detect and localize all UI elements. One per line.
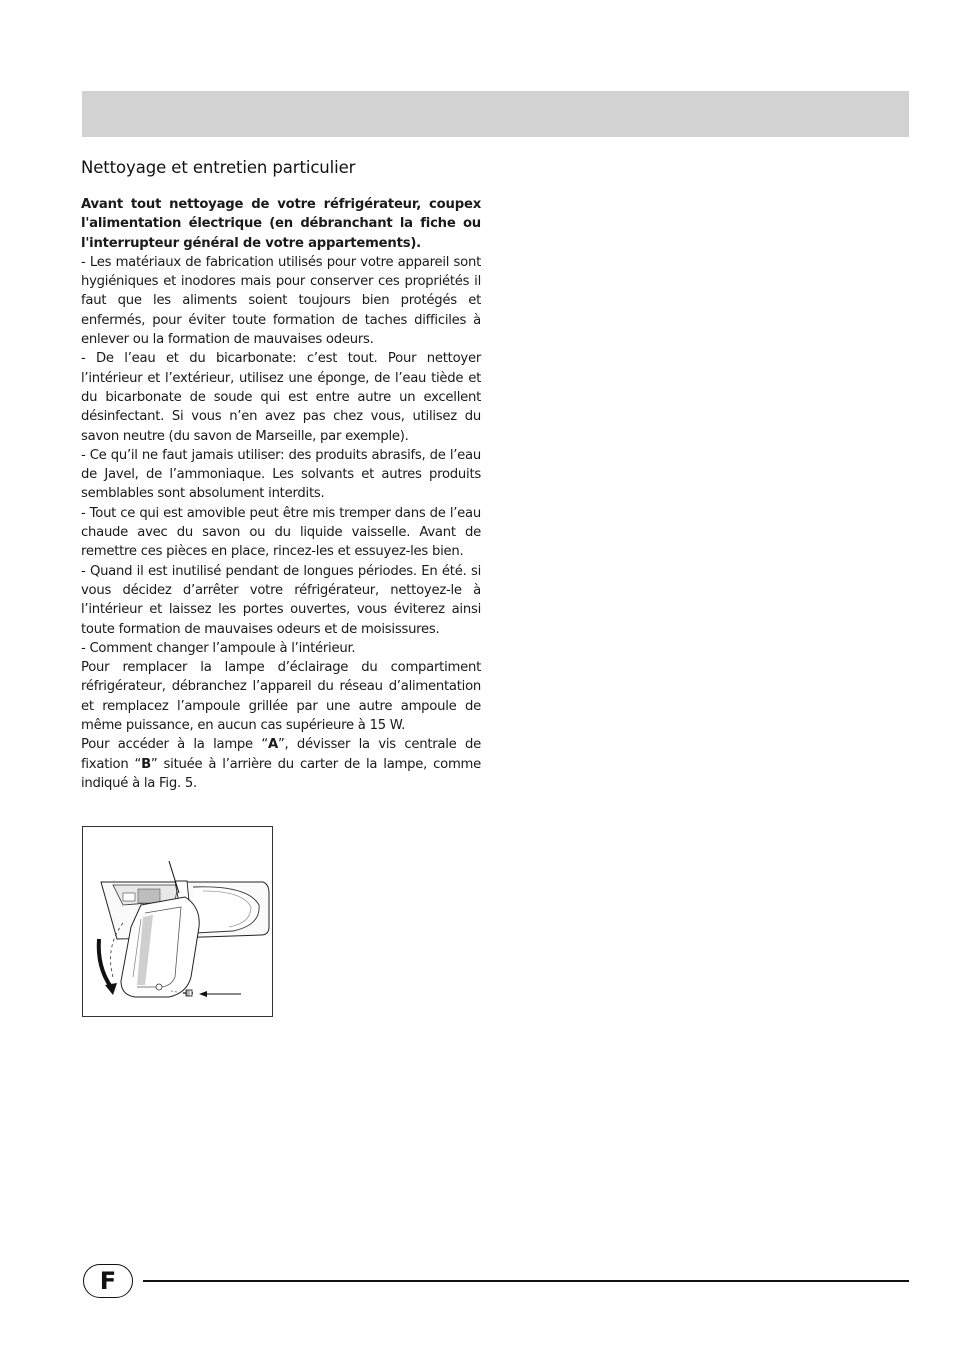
access-text-1: Pour accéder à la lampe “ [81,737,268,753]
label-b: B [141,756,151,772]
lamp-figure [82,826,273,1017]
main-content [81,158,481,793]
access-text-2: ”, dévisser la vis centrale de fixation “ [81,737,481,772]
paragraph-bulb-heading: - Comment changer l’ampoule à l’intérieur. [81,640,356,656]
access-text-3: ” située à l’arrière du carter de la lampe, comme indiqué à la Fig. 5. [81,756,481,791]
paragraph-removable: - Tout ce qui est amovible peut être mis tremper dans de l’eau chaude avec du savon ou du liquide vaisselle. Avant de remettre ces pièces en place, rincez-les et essuyez-les bien. [81,505,481,560]
paragraph-materials: - Les matériaux de fabrication utilisés pour votre appareil sont hygiéniques et inodores mais pour conserver ces propriétés il faut que les aliments soient toujours bien protégés et enfermés, pour éviter toute formation de taches difficiles à enlever ou la formation de mauvaises odeurs. [81,254,481,348]
paragraph-never-use: - Ce qu’il ne faut jamais utiliser: des produits abrasifs, de l’eau de Javel, de l’ammoniaque. Les solvants et autres produits semblables sont absolument interdits. [81,447,481,502]
header-bar [82,91,909,137]
lamp-illustration [83,827,274,1018]
paragraph-unused: - Quand il est inutilisé pendant de longues périodes. En été. si vous décidez d’arrêter votre réfrigérateur, nettoyez-le à l’intérieur et laissez les portes ouvertes, vous éviterez ainsi toute formation de mauvaises odeurs et de moisissures. [81,563,481,637]
screw-b [183,990,193,996]
warning-paragraph: Avant tout nettoyage de votre réfrigérateur, coupex l'alimentation électrique (en débranchant la fiche ou l'interrupteur général de votre appartements). [81,197,481,251]
body-text [81,195,481,793]
paragraph-bicarbonate: - De l’eau et du bicarbonate: c’est tout. Pour nettoyer l’intérieur et l’extérieur, utilisez une éponge, de l’eau tiède et du bicarbonate de soude qui est entre autre un excellent désinfectant. Si vous n’en avez pas chez vous, utilisez du savon neutre (du savon de Marseille, par exemple). [81,351,481,444]
label-a: A [267,737,278,753]
paragraph-replace-bulb: Pour remplacer la lampe d’éclairage du compartiment réfrigérateur, débranchez l’appareil du réseau d’alimentation et remplacez l’ampoule grillée par une autre ampoule de même puissance, en aucun cas supérieure à 15 W. [81,660,481,734]
section-title: Nettoyage et entretien particulier [81,158,356,177]
language-badge: F [83,1264,133,1298]
footer-rule [143,1280,909,1282]
paragraph-access-lamp [81,735,481,793]
